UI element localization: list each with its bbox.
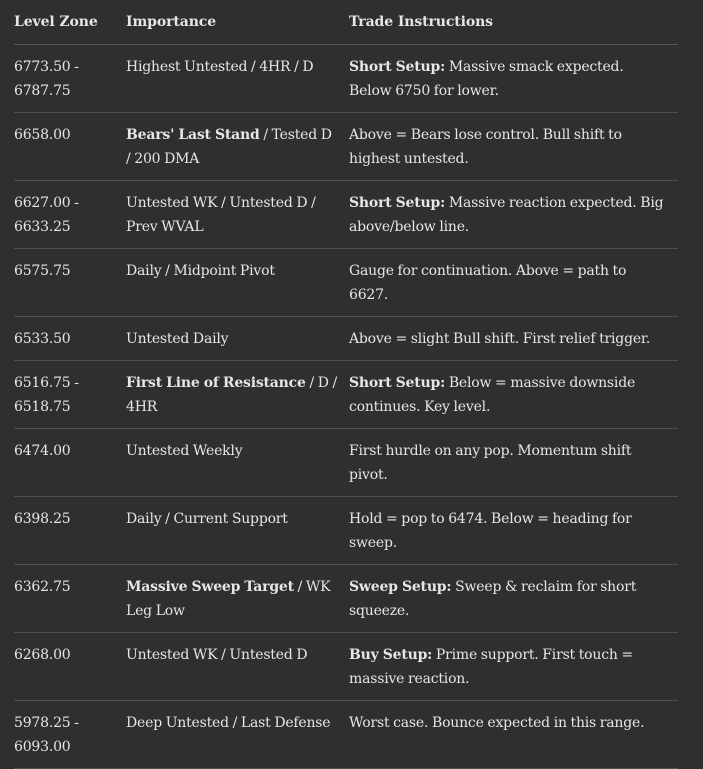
instruction-text: Gauge for continuation. Above = path to 6627. — [349, 263, 627, 303]
table-row — [14, 249, 678, 317]
table-body — [14, 45, 678, 769]
trade-instruction-cell — [349, 181, 678, 249]
trade-instruction-cell — [349, 361, 678, 429]
level-zone-cell: 6627.00 - 6633.25 — [14, 181, 126, 249]
table-header-row — [14, 0, 678, 45]
importance-cell — [126, 361, 349, 429]
setup-label: Sweep Setup: — [349, 579, 452, 595]
importance-highlight: Bears' Last Stand — [126, 127, 260, 143]
level-zone-cell: 6575.75 — [14, 249, 126, 317]
trade-instruction-cell — [349, 497, 678, 565]
importance-cell — [126, 45, 349, 113]
instruction-text: Below = massive downside continues. Key level. — [349, 375, 636, 415]
instruction-text: Hold = pop to 6474. Below = heading for sweep. — [349, 511, 632, 551]
importance-cell — [126, 249, 349, 317]
instruction-text: Prime support. First touch = massive reaction. — [349, 647, 633, 687]
table-row — [14, 429, 678, 497]
trade-instruction-cell — [349, 565, 678, 633]
table-row — [14, 113, 678, 181]
importance-text: / D / 4HR — [126, 375, 337, 415]
header-trade-instructions: Trade Instructions — [349, 0, 678, 45]
importance-cell — [126, 497, 349, 565]
level-zone-cell: 6398.25 — [14, 497, 126, 565]
level-zone-cell: 6362.75 — [14, 565, 126, 633]
instruction-text: First hurdle on any pop. Momentum shift pivot. — [349, 443, 632, 483]
importance-highlight: Massive Sweep Target — [126, 579, 294, 595]
importance-text: Highest Untested / 4HR / D — [126, 59, 314, 75]
header-level-zone: Level Zone — [14, 0, 126, 45]
importance-text: Daily / Current Support — [126, 511, 288, 527]
importance-text: Untested Weekly — [126, 443, 243, 459]
table-row — [14, 633, 678, 701]
importance-cell — [126, 565, 349, 633]
table-row — [14, 497, 678, 565]
setup-label: Short Setup: — [349, 59, 446, 75]
importance-text: Untested WK / Untested D — [126, 647, 308, 663]
table-row — [14, 361, 678, 429]
level-zone-cell: 6474.00 — [14, 429, 126, 497]
importance-text: Deep Untested / Last Defense — [126, 715, 331, 731]
setup-label: Short Setup: — [349, 195, 446, 211]
table-row — [14, 181, 678, 249]
trade-instruction-cell — [349, 249, 678, 317]
importance-text: / WK Leg Low — [126, 579, 331, 619]
trade-instruction-cell — [349, 317, 678, 361]
trade-instruction-cell — [349, 429, 678, 497]
level-zone-cell: 6533.50 — [14, 317, 126, 361]
header-importance: Importance — [126, 0, 349, 45]
setup-label: Buy Setup: — [349, 647, 433, 663]
importance-cell — [126, 113, 349, 181]
trade-instruction-cell — [349, 633, 678, 701]
level-zone-cell: 6773.50 - 6787.75 — [14, 45, 126, 113]
trade-instruction-cell — [349, 701, 678, 769]
instruction-text: Above = Bears lose control. Bull shift to highest untested. — [349, 127, 622, 167]
instruction-text: Massive smack expected. Below 6750 for lower. — [349, 59, 624, 99]
importance-cell — [126, 701, 349, 769]
level-zone-cell: 6658.00 — [14, 113, 126, 181]
importance-cell — [126, 633, 349, 701]
table-row — [14, 45, 678, 113]
instruction-text: Worst case. Bounce expected in this range. — [349, 715, 645, 731]
table-row — [14, 317, 678, 361]
instruction-text: Massive reaction expected. Big above/below line. — [349, 195, 664, 235]
level-zone-cell: 6268.00 — [14, 633, 126, 701]
importance-cell — [126, 429, 349, 497]
table-row — [14, 701, 678, 769]
instruction-text: Above = slight Bull shift. First relief trigger. — [349, 331, 651, 347]
setup-label: Short Setup: — [349, 375, 446, 391]
importance-highlight: First Line of Resistance — [126, 375, 306, 391]
importance-text: Untested Daily — [126, 331, 229, 347]
trade-instruction-cell — [349, 113, 678, 181]
instruction-text: Sweep & reclaim for short squeeze. — [349, 579, 637, 619]
importance-cell — [126, 181, 349, 249]
table-row — [14, 565, 678, 633]
importance-text: Daily / Midpoint Pivot — [126, 263, 275, 279]
importance-text: Untested WK / Untested D / Prev WVAL — [126, 195, 316, 235]
trade-instruction-cell — [349, 45, 678, 113]
levels-table — [14, 0, 678, 769]
level-zone-cell: 6516.75 - 6518.75 — [14, 361, 126, 429]
importance-text: / Tested D / 200 DMA — [126, 127, 332, 167]
level-zone-cell: 5978.25 - 6093.00 — [14, 701, 126, 769]
importance-cell — [126, 317, 349, 361]
